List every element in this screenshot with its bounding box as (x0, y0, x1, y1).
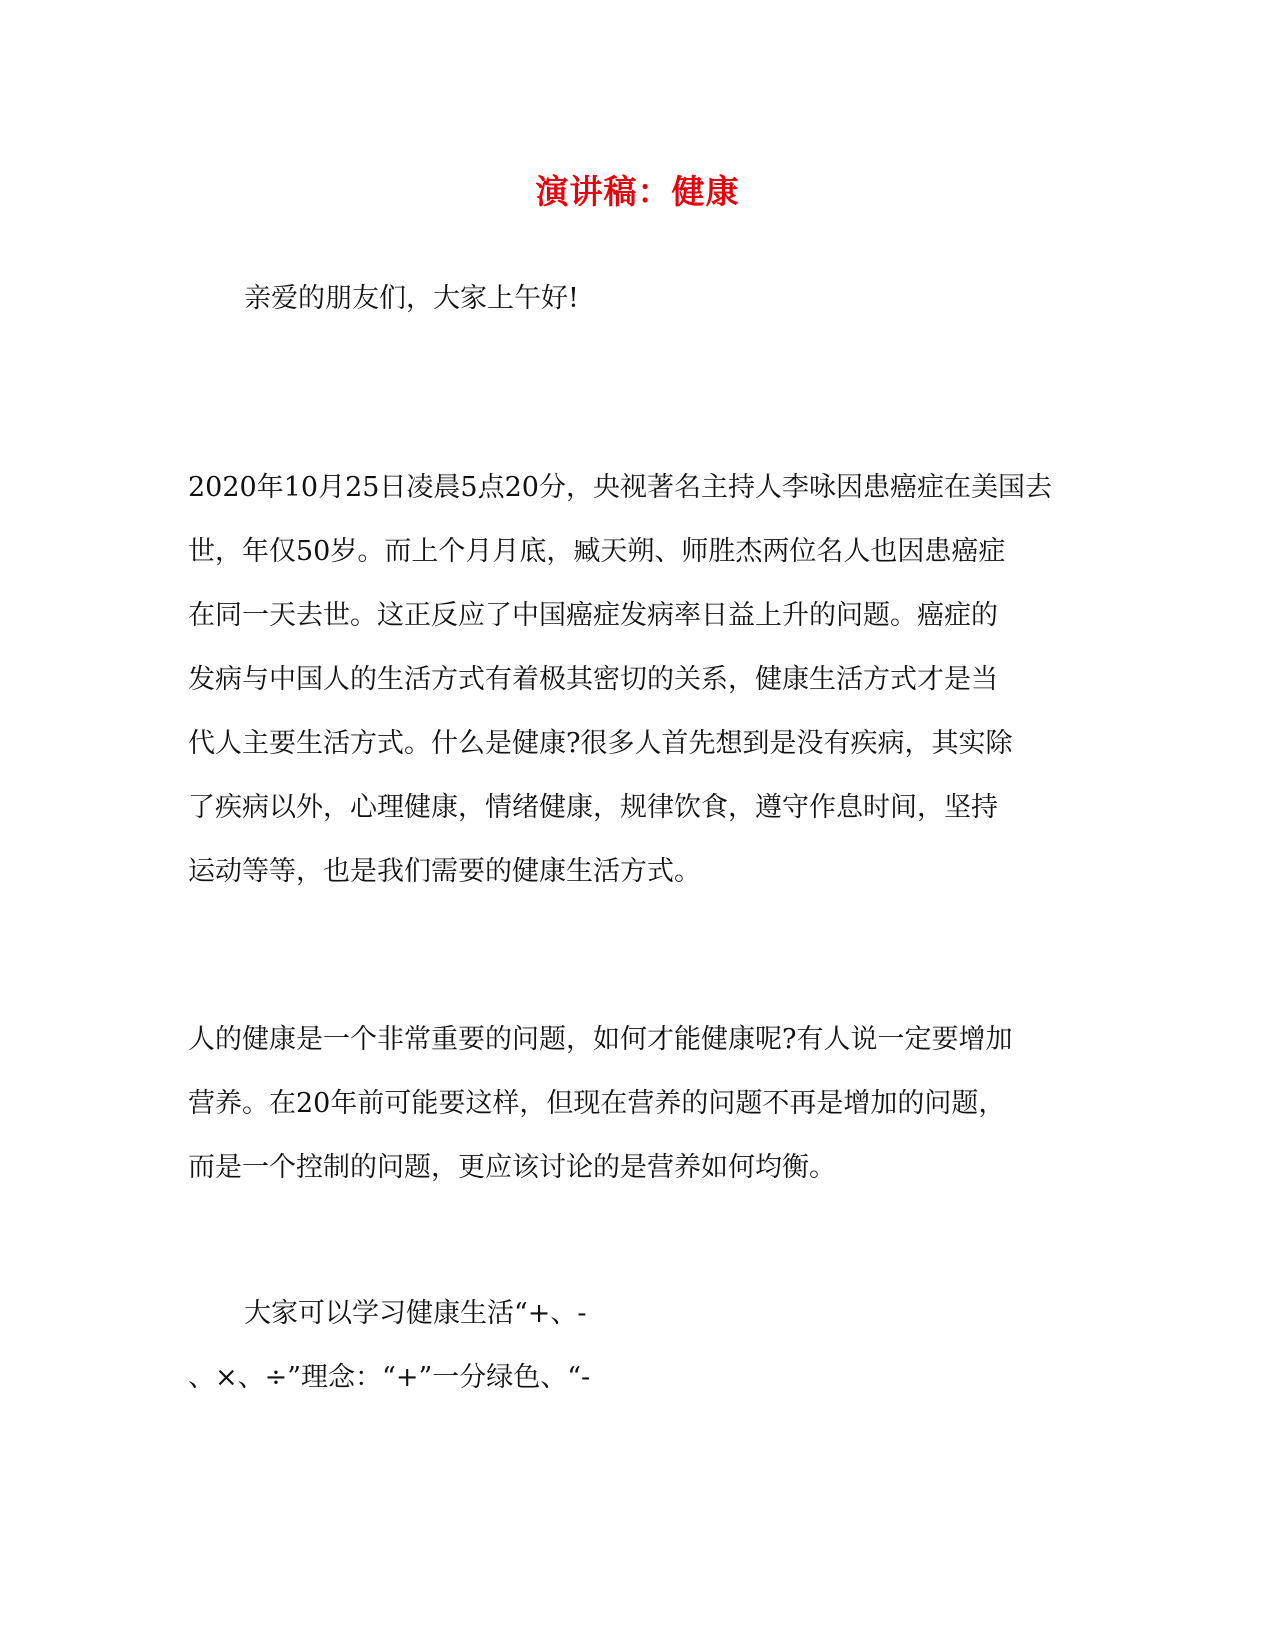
paragraph-line: 发病与中国人的生活方式有着极其密切的关系，健康生活方式才是当 (188, 664, 998, 695)
body-paragraph-2 (188, 1008, 1078, 1200)
body-paragraph-3 (188, 1282, 1078, 1410)
greeting-paragraph (188, 267, 1078, 331)
paragraph-line: 运动等等，也是我们需要的健康生活方式。 (188, 856, 701, 887)
paragraph-line: 营养。在20年前可能要这样，但现在营养的问题不再是增加的问题， (188, 1088, 1006, 1119)
paragraph-line: 而是一个控制的问题，更应该讨论的是营养如何均衡。 (188, 1152, 836, 1183)
paragraph-line: 人的健康是一个非常重要的问题，如何才能健康呢?有人说一定要增加 (188, 1024, 1013, 1055)
greeting-line: 亲爱的朋友们，大家上午好! (244, 283, 579, 314)
paragraph-line: 世，年仅50岁。而上个月月底，臧天朔、师胜杰两位名人也因患癌症 (188, 536, 1006, 567)
paragraph-line: 大家可以学习健康生活“+、- (244, 1298, 587, 1329)
paragraph-line: 在同一天去世。这正反应了中国癌症发病率日益上升的问题。癌症的 (188, 600, 998, 631)
paragraph-line: 、×、÷”理念：“+”一分绿色、“- (188, 1362, 591, 1393)
body-paragraph-1 (188, 456, 1078, 904)
document-title: 演讲稿：健康 (535, 172, 740, 211)
paragraph-line: 代人主要生活方式。什么是健康?很多人首先想到是没有疾病，其实除 (188, 728, 1013, 759)
paragraph-line: 2020年10月25日凌晨5点20分，央视著名主持人李咏因患癌症在美国去 (188, 472, 1052, 503)
paragraph-line: 了疾病以外，心理健康，情绪健康，规律饮食，遵守作息时间，坚持 (188, 792, 998, 823)
